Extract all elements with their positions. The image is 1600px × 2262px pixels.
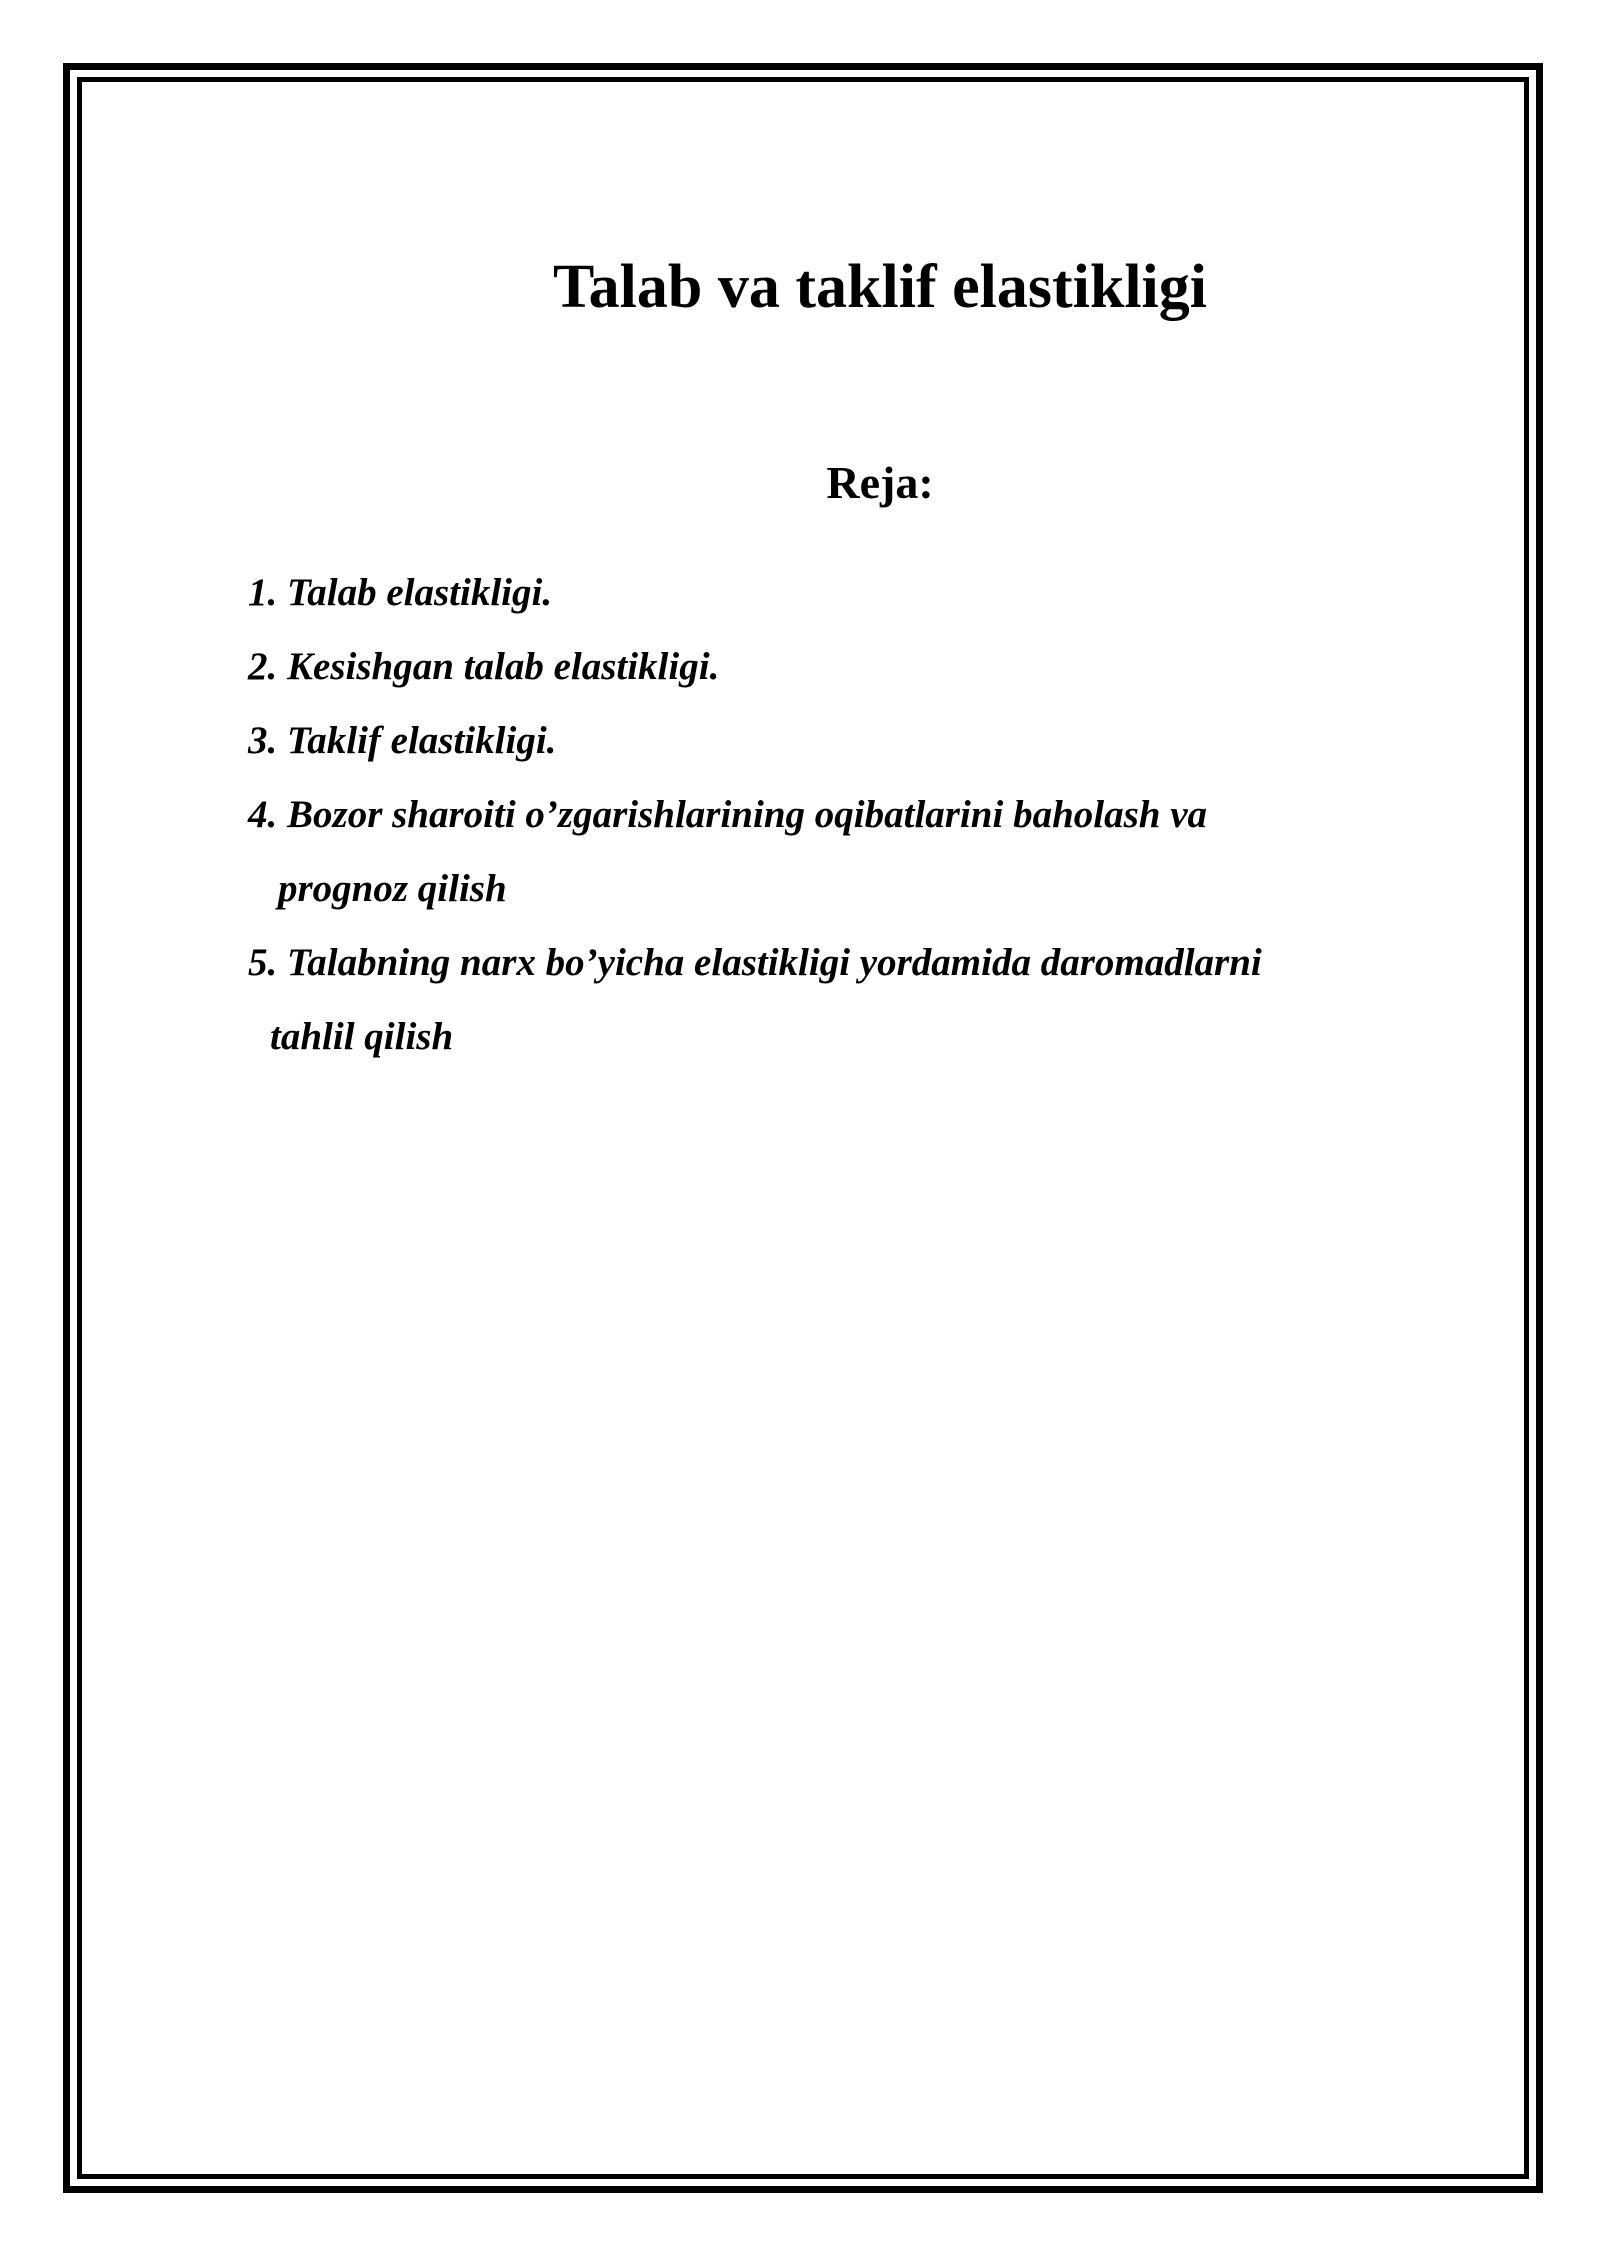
plan-item-continuation: tahlil qilish <box>270 1015 454 1058</box>
document-title: Talab va taklif elastikligi <box>553 253 1207 321</box>
plan-item-text: 5. Talabning narx bo’yicha elastikligi yordamida daromadlarni <box>248 941 1262 984</box>
plan-list <box>248 556 1448 1074</box>
plan-item-text: 3. Taklif elastikligi. <box>248 719 557 762</box>
plan-item-3 <box>248 704 1448 778</box>
plan-item-1 <box>248 556 1448 630</box>
plan-item-2 <box>248 630 1448 704</box>
page-border-inner <box>77 77 1529 2179</box>
plan-item-continuation: prognoz qilish <box>278 867 507 910</box>
plan-item-text: 1. Talab elastikligi. <box>248 571 553 614</box>
plan-heading: Reja: <box>826 457 934 508</box>
plan-item-text: 2. Kesishgan talab elastikligi. <box>248 645 720 688</box>
plan-item-5 <box>248 926 1448 1074</box>
plan-item-text: 4. Bozor sharoiti o’zgarishlarining oqibatlarini baholash va <box>248 793 1208 836</box>
plan-item-4 <box>248 778 1448 926</box>
